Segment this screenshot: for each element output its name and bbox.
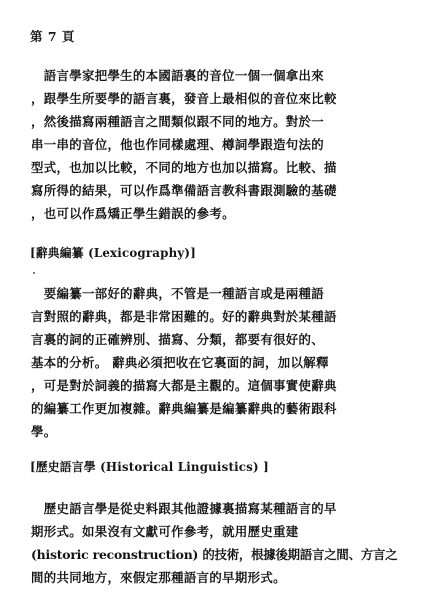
paragraph-lexicography [31, 282, 401, 443]
text-line: ，跟學生所要學的語言裏，發音上最相似的音位來比較 [31, 91, 337, 106]
text-line: 學。 [31, 424, 57, 439]
text-line: 語言學家把學生的本國語裏的音位一個一個拿出來 [31, 68, 325, 83]
text-line: 型式，也加以比較，不同的地方也加以描寫。比較、描 [31, 160, 337, 175]
section-heading-historical-linguistics: [歷史語言學 (Historical Linguistics) ] [30, 460, 269, 474]
text-line: ，可是對於詞義的描寫大都是主觀的。這個事實使辭典 [31, 378, 337, 393]
text-line: 期形式。如果沒有文獻可作參考，就用歷史重建 [31, 524, 299, 539]
text-line: 串一串的音位，他也作同樣處理、樽詞學跟造句法的 [31, 137, 325, 152]
text-line: 基本的分析。 辭典必須把收在它裏面的詞，加以解釋 [31, 355, 329, 370]
text-line: 的編纂工作更加複雜。辭典編纂是編纂辭典的藝術跟科 [31, 401, 337, 416]
page-number: 第 7 頁 [30, 29, 75, 44]
text-line: 寫所得的結果，可以作爲準備語言教科書跟測驗的基礎 [31, 183, 337, 198]
text-line: (historic reconstruction) 的技術，根據後期語言之間、方言之 [31, 547, 398, 562]
paragraph-historical-linguistics [31, 497, 401, 589]
section-heading-lexicography: [辭典編纂 (Lexicography)] [30, 246, 196, 260]
scan-speck [33, 272, 35, 274]
text-line: 言對照的辭典，都是非常困難的。好的辭典對於某種語 [31, 309, 337, 324]
text-line: 要編纂一部好的辭典，不管是一種語言或是兩種語 [31, 286, 325, 301]
text-line: 間的共同地方，來假定那種語言的早期形式。 [31, 570, 286, 585]
text-line: ，然後描寫兩種語言之間類似跟不同的地方。對於一 [31, 114, 325, 129]
text-line: ，也可以作爲矯正學生錯誤的參考。 [31, 206, 235, 221]
text-line: 歷史語言學是從史料跟其他證據裏描寫某種語言的早 [31, 501, 337, 516]
paragraph-contrastive-analysis [31, 64, 401, 225]
text-line: 言裏的詞的正確辨別、描寫、分類，都要有很好的、 [31, 332, 325, 347]
